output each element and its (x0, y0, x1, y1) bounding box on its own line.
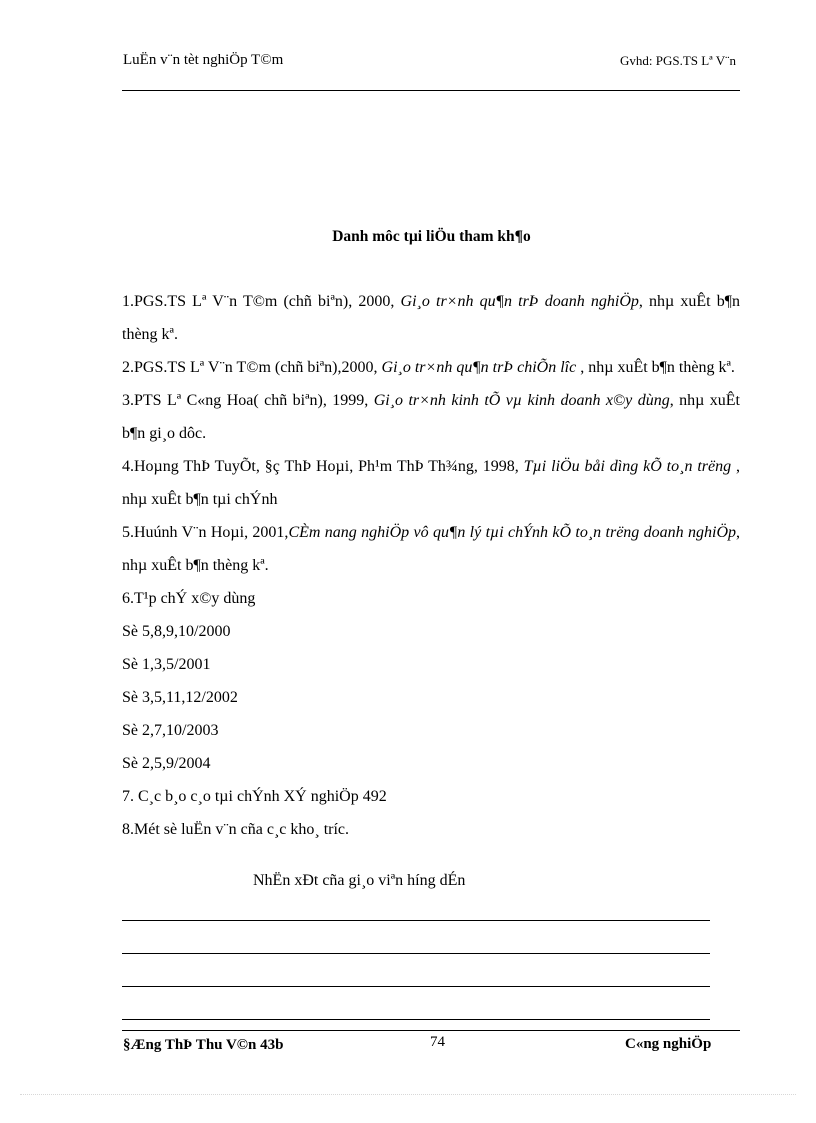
reference-item (122, 450, 740, 516)
reference-text: Sè 2,5,9/2004 (122, 755, 211, 772)
footer-divider (122, 1030, 740, 1031)
page-title: Danh môc tµi liÖu tham kh¶o (332, 228, 531, 245)
writing-line (122, 986, 710, 987)
reference-text: 5.Huúnh V¨n Hoµi, 2001, (122, 524, 289, 541)
header-divider (122, 90, 740, 91)
reference-text: , nhµ xuÊt b¶n gi¸o dôc. (122, 392, 740, 442)
reference-item (122, 648, 740, 681)
page-number: 74 (430, 1034, 445, 1050)
reference-item (122, 516, 740, 582)
reference-item (122, 681, 740, 714)
reference-text: 1.PGS.TS Lª V¨n T©m (chñ biªn), 2000, (122, 293, 401, 310)
reference-text: Sè 3,5,11,12/2002 (122, 689, 238, 706)
reference-item (122, 615, 740, 648)
reference-text: , nhµ xuÊt b¶n thèng kª. (122, 293, 741, 343)
reference-item (122, 813, 740, 846)
reference-item (122, 351, 740, 384)
reference-work-title: Gi¸o tr×nh kinh tÕ vµ kinh doanh x©y dùng (373, 392, 670, 409)
reference-item (122, 582, 740, 615)
reference-text: Sè 5,8,9,10/2000 (122, 623, 231, 640)
reference-text: 7. C¸c b¸o c¸o tµi chÝnh XÝ nghiÖp 492 (122, 788, 387, 805)
reference-list (122, 285, 740, 846)
writing-line (122, 953, 710, 954)
reference-item (122, 714, 740, 747)
reference-text: 2.PGS.TS Lª V¨n T©m (chñ biªn),2000, (122, 359, 382, 376)
footer-department: C«ng nghiÖp (625, 1036, 712, 1052)
reference-work-title: Gi¸o tr×nh qu¶n trÞ doanh nghiÖp (400, 293, 639, 310)
reference-item (122, 285, 740, 351)
reference-work-title: Gi¸o tr×nh qu¶n trÞ chiÕn lîc (381, 359, 577, 376)
header-thesis-title: LuËn v¨n tèt nghiÖp T©m (123, 52, 284, 68)
reference-text: , nhµ xuÊt b¶n thèng kª. (576, 359, 735, 376)
reference-text: , nhµ xuÊt b¶n thèng kª. (122, 524, 741, 574)
reference-text: , nhµ xuÊt b¶n tµi chÝnh (122, 458, 740, 508)
reviewer-heading: NhËn xÐt cña gi¸o viªn híng dÉn (253, 872, 466, 889)
reference-item (122, 384, 740, 450)
reference-text: 3.PTS Lª C«ng Hoa( chñ biªn), 1999, (122, 392, 374, 409)
page-edge-divider (20, 1094, 796, 1095)
writing-line (122, 1019, 710, 1020)
reference-text: Sè 2,7,10/2003 (122, 722, 219, 739)
reference-work-title: CÈm nang nghiÖp vô qu¶n lý tµi chÝnh kÕ to¸n trëng doanh nghiÖp (288, 524, 737, 541)
reference-work-title: Tµi liÖu båi dìng kÕ to¸n trëng (523, 458, 732, 475)
writing-line (122, 920, 710, 921)
reference-item (122, 780, 740, 813)
reference-text: 4.Hoµng ThÞ TuyÕt, §ç ThÞ Hoµi, Ph¹m ThÞ Th¾ng, 1998, (122, 458, 524, 475)
header-advisor: Gvhd: PGS.TS Lª V¨n (619, 53, 736, 68)
reference-text: 8.Mét sè luËn v¨n cña c¸c kho¸ tríc. (122, 821, 350, 838)
footer-author: §Æng ThÞ Thu V©n 43b (123, 1037, 284, 1053)
reference-item (122, 747, 740, 780)
reference-text: 6.T¹p chÝ x©y dùng (122, 590, 256, 607)
reference-text: Sè 1,3,5/2001 (122, 656, 211, 673)
